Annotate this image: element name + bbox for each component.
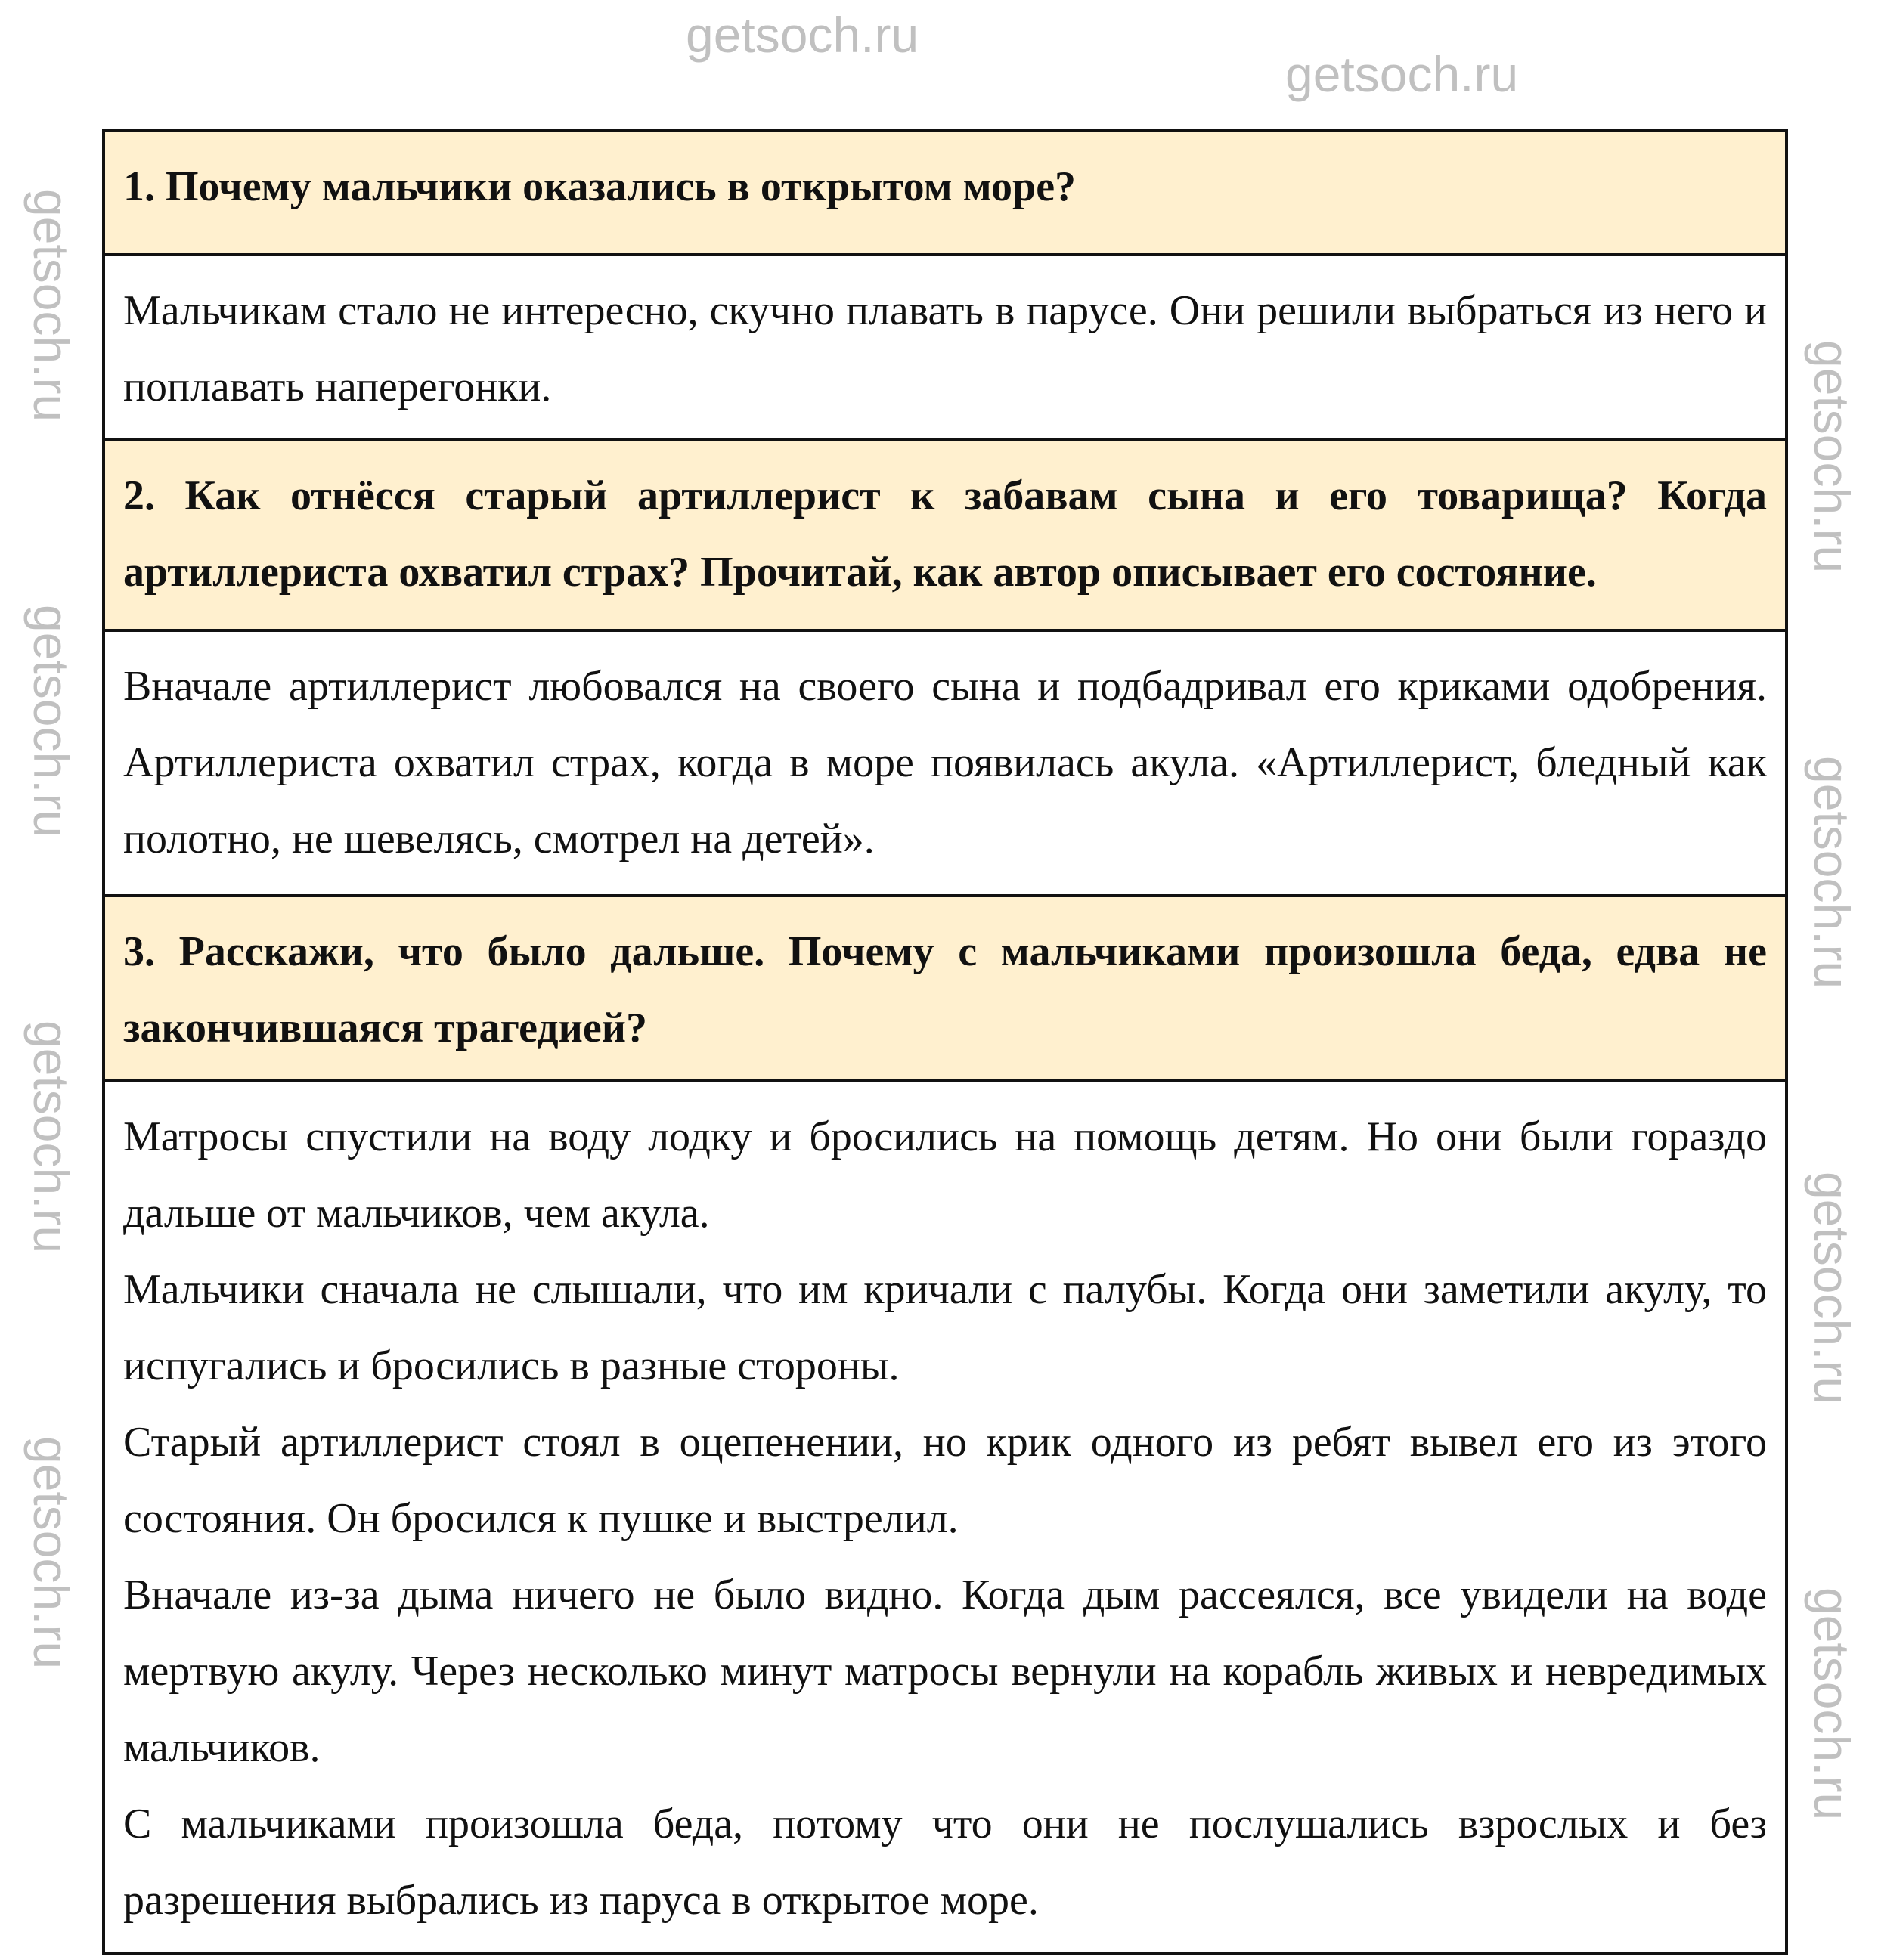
answer-paragraph: Вначале из-за дыма ничего не было видно. Когда дым рассеялся, все увидели на воде мертвую акулу. Через несколько минут матросы вернули на корабль живых и невредимых мальчиков. xyxy=(123,1571,1767,1771)
watermark: getsoch.ru xyxy=(1804,756,1860,989)
question-2: 2. Как отнёсся старый артиллерист к забавам сына и его товарища? Когда артиллериста охватил страх? Прочитай, как автор описывает его состояние. xyxy=(105,438,1785,629)
answer-3 xyxy=(105,1079,1785,1952)
answer-paragraph: Вначале артиллерист любовался на своего сына и подбадривал его криками одобрения. Артиллериста охватил страх, когда в море появилась акула. «Артиллерист, бледный как полотно, не шевелясь, смотрел на детей». xyxy=(123,663,1767,862)
watermark: getsoch.ru xyxy=(1285,46,1519,102)
answer-paragraph: Мальчики сначала не слышали, что им кричали с палубы. Когда они заметили акулу, то испугались и бросились в разные стороны. xyxy=(123,1266,1767,1389)
qa-table xyxy=(102,129,1788,1955)
watermark: getsoch.ru xyxy=(23,1436,79,1670)
watermark: getsoch.ru xyxy=(686,7,919,63)
answer-paragraph: Мальчикам стало не интересно, скучно плавать в парусе. Они решили выбраться из него и поплавать наперегонки. xyxy=(123,287,1767,410)
answer-1 xyxy=(105,253,1785,438)
watermark: getsoch.ru xyxy=(23,189,79,423)
watermark: getsoch.ru xyxy=(1804,1172,1860,1405)
watermark: getsoch.ru xyxy=(23,1020,79,1254)
answer-2 xyxy=(105,629,1785,894)
watermark: getsoch.ru xyxy=(1804,1587,1860,1821)
answer-paragraph: Старый артиллерист стоял в оцепенении, но крик одного из ребят вывел его из этого состояния. Он бросился к пушке и выстрелил. xyxy=(123,1419,1767,1542)
question-1: 1. Почему мальчики оказались в открытом море? xyxy=(105,132,1785,253)
watermark: getsoch.ru xyxy=(23,605,79,838)
question-3: 3. Расскажи, что было дальше. Почему с мальчиками произошла беда, едва не закончившаяся трагедией? xyxy=(105,894,1785,1079)
watermark: getsoch.ru xyxy=(1804,340,1860,574)
answer-paragraph: Матросы спустили на воду лодку и бросились на помощь детям. Но они были гораздо дальше от мальчиков, чем акула. xyxy=(123,1113,1767,1237)
answer-paragraph: С мальчиками произошла беда, потому что они не послушались взрослых и без разрешения выбрались из паруса в открытое море. xyxy=(123,1801,1767,1924)
